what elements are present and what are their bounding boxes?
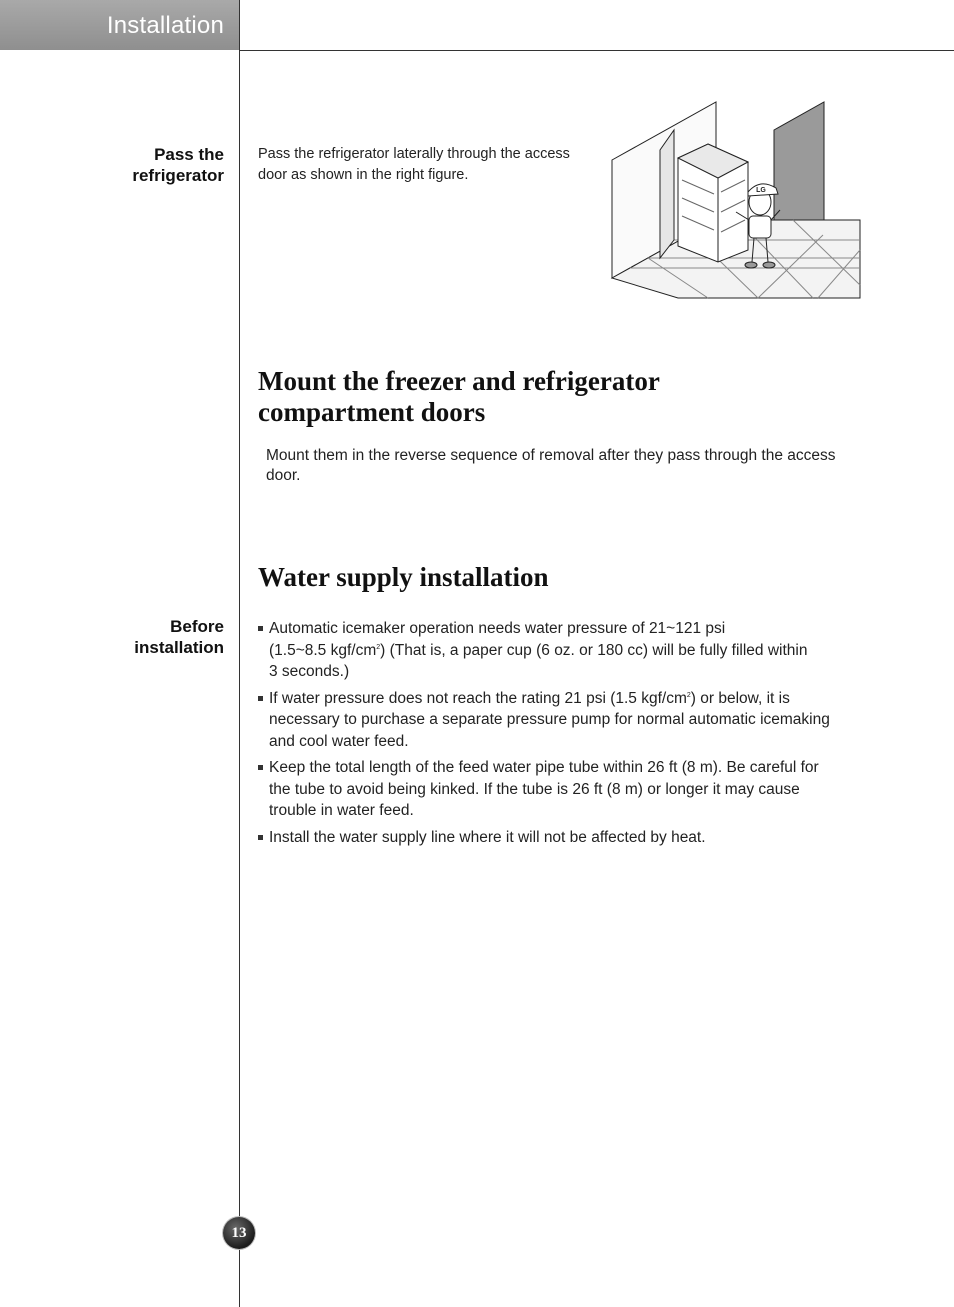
bullet-line: and cool water feed.	[269, 732, 409, 750]
label-line: Before	[170, 617, 224, 636]
before-installation-label	[134, 616, 224, 658]
bullet-line: (1.5~8.5 kgf/$cm^2$) (That is, a paper cup (6 oz. or 180 cc) will be fully filled within	[269, 641, 808, 659]
section-header-tab	[0, 0, 239, 50]
section-title: Installation	[106, 12, 224, 39]
bullet-line: Keep the total length of the feed water pipe tube within 26 ft (8 m). Be careful for	[269, 759, 819, 776]
mount-doors-heading	[258, 366, 660, 428]
heading-line: Mount the freezer and refrigerator	[258, 366, 660, 396]
list-item	[258, 757, 863, 822]
bullet-line: If water pressure does not reach the rating 21 psi (1.5 kgf/$cm^2$) or below, it is	[269, 689, 790, 707]
label-line: Pass the	[154, 145, 224, 164]
bullet-line: the tube to avoid being kinked. If the tube is 26 ft (8 m) or longer it may cause	[269, 780, 800, 798]
label-line: refrigerator	[132, 166, 224, 185]
list-item	[258, 827, 863, 849]
page-number-badge: 13	[223, 1217, 255, 1249]
header-rule	[239, 50, 954, 51]
pass-refrigerator-label	[132, 144, 224, 186]
refrigerator-installation-figure	[608, 100, 864, 300]
list-item	[258, 618, 863, 683]
list-item	[258, 688, 863, 753]
bullet-line: necessary to purchase a separate pressure pump for normal automatic icemaking	[269, 711, 830, 728]
bullet-line: Install the water supply line where it will not be affected by heat.	[269, 828, 706, 846]
margin-rule	[239, 0, 240, 1307]
bullet-line: Automatic icemaker operation needs water pressure of 21~121 psi	[269, 620, 726, 637]
heading-line: Water supply installation	[258, 562, 549, 592]
water-supply-heading	[258, 562, 549, 593]
text-line: Pass the refrigerator laterally through the access	[258, 146, 570, 162]
logo-cap-text: LG	[756, 187, 766, 194]
label-line: installation	[134, 638, 224, 657]
mount-doors-text	[266, 446, 836, 486]
bullet-line: trouble in water feed.	[269, 802, 414, 819]
text-line: Mount them in the reverse sequence of removal after they pass through the access	[266, 447, 836, 464]
bullet-line: 3 seconds.)	[269, 663, 350, 680]
water-requirements-list	[258, 618, 863, 853]
pass-refrigerator-text	[258, 144, 570, 186]
text-line: door as shown in the right figure.	[258, 167, 469, 183]
heading-line: compartment doors	[258, 397, 486, 427]
text-line: door.	[266, 467, 301, 484]
